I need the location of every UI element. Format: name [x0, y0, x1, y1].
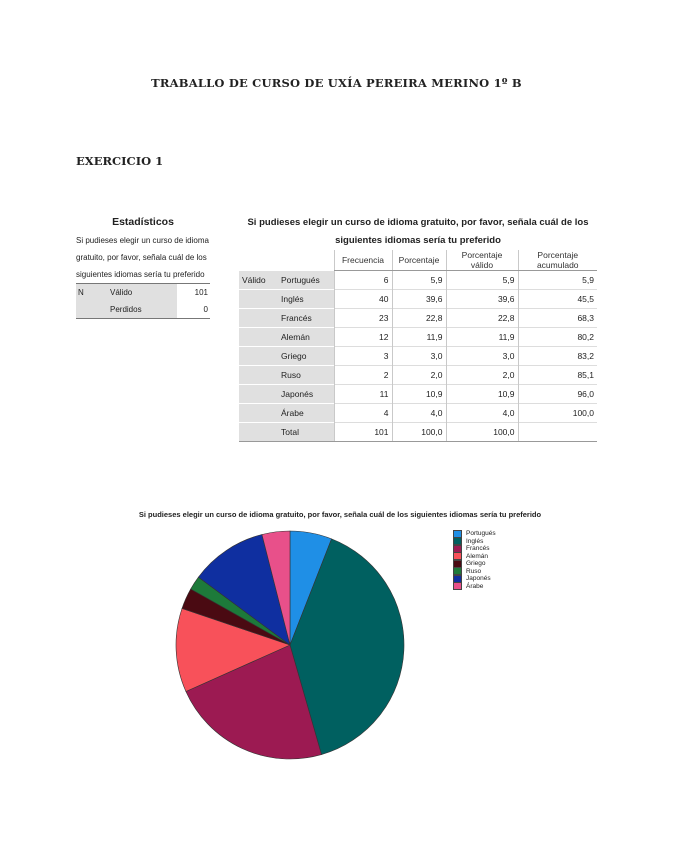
row-label: Griego [278, 347, 334, 366]
cell-valid: 10,9 [446, 385, 518, 404]
cell-cum: 5,9 [518, 271, 597, 290]
cell-cum: 96,0 [518, 385, 597, 404]
table-row [239, 347, 597, 366]
row-label: Total [278, 423, 334, 442]
cell-freq: 11 [334, 385, 392, 404]
table-row [239, 328, 597, 347]
cell-valid: 22,8 [446, 309, 518, 328]
header-valid-percent: Porcentaje válido [446, 250, 518, 271]
cell-pct: 22,8 [392, 309, 446, 328]
legend-label: Ruso [466, 567, 482, 575]
row-label: Portugués [278, 271, 334, 290]
statistics-title: Estadísticos [112, 216, 174, 228]
legend-label: Japonés [466, 575, 491, 583]
cell-valid: 5,9 [446, 271, 518, 290]
row-label: Ruso [278, 366, 334, 385]
row-label: Alemán [278, 328, 334, 347]
table-row [76, 301, 210, 319]
header-frequency: Frecuencia [334, 250, 392, 271]
chart-title: Si pudieses elegir un curso de idioma gratuito, por favor, señala cuál de los siguientes idiomas sería tu preferido [138, 510, 542, 519]
cell-cum: 100,0 [518, 404, 597, 423]
section-title: EXERCICIO 1 [76, 154, 164, 168]
table-row [239, 309, 597, 328]
pie-chart [170, 525, 410, 765]
legend-label: Francés [466, 545, 490, 553]
cell-cum: 45,5 [518, 290, 597, 309]
row-label: Inglés [278, 290, 334, 309]
header-percent: Porcentaje [392, 250, 446, 271]
frequency-table-title: Si pudieses elegir un curso de idioma gratuito, por favor, señala cuál de los siguientes idiomas sería tu preferido [247, 217, 589, 246]
table-row [76, 284, 210, 302]
legend-label: Griego [466, 560, 486, 568]
cell-cum: 68,3 [518, 309, 597, 328]
cell-freq: 4 [334, 404, 392, 423]
cell-pct: 100,0 [392, 423, 446, 442]
legend-label: Alemán [466, 552, 489, 560]
cell-pct: 5,9 [392, 271, 446, 290]
statistics-grid [76, 283, 210, 319]
n-label: N [76, 284, 108, 302]
document-title: TRABALLO DE CURSO DE UXÍA PEREIRA MERINO 1º B [151, 76, 522, 90]
group-cell [239, 347, 278, 366]
cell-valid: 39,6 [446, 290, 518, 309]
row-label: Japonés [278, 385, 334, 404]
chart-legend [453, 530, 496, 590]
valid-label: Válido [108, 284, 177, 302]
cell-valid: 2,0 [446, 366, 518, 385]
legend-item [453, 583, 496, 591]
group-label: Válido [239, 271, 278, 290]
cell-valid: 4,0 [446, 404, 518, 423]
row-label: Francés [278, 309, 334, 328]
group-cell [239, 423, 278, 442]
cell-cum: 85,1 [518, 366, 597, 385]
table-row [239, 290, 597, 309]
frequency-grid [239, 250, 597, 442]
frequency-table [239, 214, 597, 442]
group-cell [239, 290, 278, 309]
table-row [239, 404, 597, 423]
valid-value: 101 [177, 284, 210, 302]
legend-label: Portugués [466, 530, 496, 538]
table-row [239, 271, 597, 290]
group-cell [239, 404, 278, 423]
cell-cum [518, 423, 597, 442]
header-cumulative-percent: Porcentaje acumulado [518, 250, 597, 271]
cell-cum: 83,2 [518, 347, 597, 366]
header-row [239, 250, 597, 271]
cell-pct: 11,9 [392, 328, 446, 347]
cell-freq: 12 [334, 328, 392, 347]
statistics-table [76, 216, 210, 319]
cell-pct: 3,0 [392, 347, 446, 366]
cell-valid: 11,9 [446, 328, 518, 347]
group-cell [239, 385, 278, 404]
cell-freq: 23 [334, 309, 392, 328]
group-cell [239, 309, 278, 328]
cell-pct: 4,0 [392, 404, 446, 423]
cell-cum: 80,2 [518, 328, 597, 347]
cell-freq: 101 [334, 423, 392, 442]
cell-pct: 10,9 [392, 385, 446, 404]
legend-label: Árabe [466, 582, 484, 590]
lost-label: Perdidos [108, 301, 177, 319]
group-cell [239, 328, 278, 347]
cell-freq: 2 [334, 366, 392, 385]
cell-freq: 3 [334, 347, 392, 366]
legend-label: Inglés [466, 537, 484, 545]
table-row [239, 385, 597, 404]
group-cell [239, 366, 278, 385]
cell-pct: 2,0 [392, 366, 446, 385]
row-label: Árabe [278, 404, 334, 423]
cell-freq: 40 [334, 290, 392, 309]
statistics-caption: Si pudieses elegir un curso de idioma gratuito, por favor, señala cuál de los siguientes idiomas sería tu preferido [76, 236, 209, 279]
lost-value: 0 [203, 305, 208, 314]
cell-pct: 39,6 [392, 290, 446, 309]
cell-valid: 3,0 [446, 347, 518, 366]
legend-swatch [453, 582, 462, 590]
cell-freq: 6 [334, 271, 392, 290]
table-row [239, 366, 597, 385]
table-row [239, 423, 597, 442]
cell-valid: 100,0 [446, 423, 518, 442]
